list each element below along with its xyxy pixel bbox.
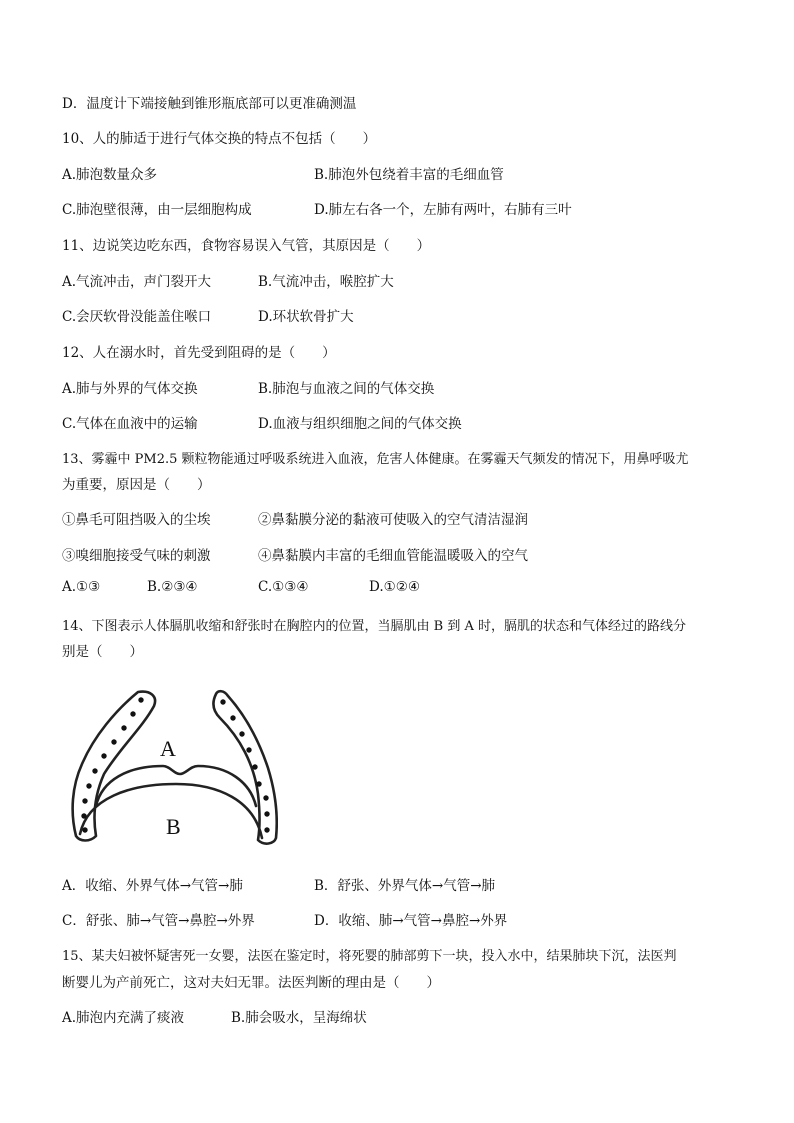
q14-option-b: B．舒张、外界气体→气管→肺 (314, 878, 496, 894)
q11-option-c: C.会厌软骨没能盖住喉口 (62, 309, 212, 325)
q13-stem-line1: 13、雾霾中 PM2.5 颗粒物能通过呼吸系统进入血液，危害人体健康。在雾霾天气频发的情况下，用鼻呼吸尤 (62, 452, 689, 467)
q11-option-d: D.环状软骨扩大 (258, 309, 354, 325)
q13-stem-line2: 为重要，原因是（ ） (62, 477, 211, 493)
right-rib-outline (213, 691, 276, 843)
diaphragm-a-curve (96, 766, 256, 806)
figure-label-a: A (160, 736, 176, 761)
q13-statement-2: ②鼻黏膜分泌的黏液可使吸入的空气清洁湿润 (258, 512, 528, 528)
q9-option-d: D．温度计下端接触到锥形瓶底部可以更准确测温 (62, 96, 357, 112)
q11-option-a: A.气流冲击，声门裂开大 (62, 274, 212, 290)
q14-option-c: C．舒张、肺→气管→鼻腔→外界 (62, 913, 255, 929)
q12-option-d: D.血液与组织细胞之间的气体交换 (258, 416, 462, 432)
q14-option-a: A．收缩、外界气体→气管→肺 (62, 878, 243, 894)
q14-stem-line1: 14、下图表示人体膈肌收缩和舒张时在胸腔内的位置，当膈肌由 B 到 A 时，膈肌的状态和气体经过的路线分 (62, 619, 687, 634)
q10-stem: 10、人的肺适于进行气体交换的特点不包括（ ） (62, 131, 377, 147)
q13-option-a: A.①③ (62, 579, 101, 595)
q13-statement-4: ④鼻黏膜内丰富的毛细血管能温暖吸入的空气 (258, 548, 528, 564)
q12-option-c: C.气体在血液中的运输 (62, 416, 198, 432)
q13-statement-1: ①鼻毛可阻挡吸入的尘埃 (62, 512, 211, 528)
q10-option-a: A.肺泡数量众多 (62, 167, 158, 183)
q13-option-d: D.①②④ (369, 579, 420, 595)
q15-stem-line2: 断婴儿为产前死亡，这对夫妇无罪。法医判断的理由是（ ） (62, 975, 440, 991)
q13-statement-3: ③嗅细胞接受气味的刺激 (62, 548, 211, 564)
figure-label-b: B (166, 814, 181, 839)
diaphragm-figure (68, 688, 278, 848)
q11-stem: 11、边说笑边吃东西，食物容易误入气管，其原因是（ ） (62, 238, 431, 254)
q12-option-a: A.肺与外界的气体交换 (62, 381, 198, 397)
q14-option-d: D．收缩、肺→气管→鼻腔→外界 (314, 913, 508, 929)
q13-option-b: B.②③④ (147, 579, 198, 595)
q13-option-c: C.①③④ (258, 579, 309, 595)
q12-stem: 12、人在溺水时，首先受到阻碍的是（ ） (62, 345, 336, 361)
q15-option-a: A.肺泡内充满了痰液 (62, 1010, 185, 1026)
q15-stem-line1: 15、某夫妇被怀疑害死一女婴，法医在鉴定时，将死婴的肺部剪下一块，投入水中，结果肺块下沉，法医判 (62, 949, 677, 964)
q10-option-d: D.肺左右各一个，左肺有两叶，右肺有三叶 (314, 202, 572, 218)
q11-option-b: B.气流冲击，喉腔扩大 (258, 274, 394, 290)
q10-option-c: C.肺泡壁很薄，由一层细胞构成 (62, 202, 252, 218)
q15-option-b: B.肺会吸水，呈海绵状 (231, 1010, 367, 1026)
q10-option-b: B.肺泡外包绕着丰富的毛细血管 (314, 167, 504, 183)
q12-option-b: B.肺泡与血液之间的气体交换 (258, 381, 435, 397)
q14-stem-line2: 别是（ ） (62, 644, 143, 660)
